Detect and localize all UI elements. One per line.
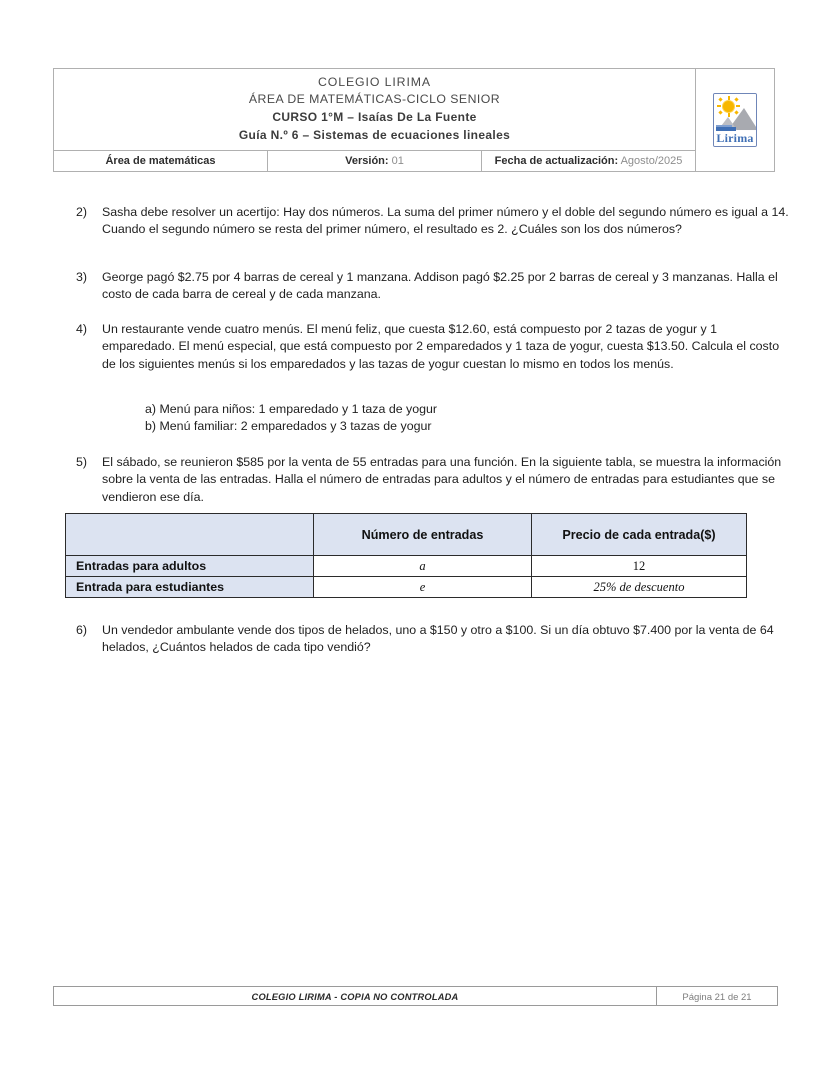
table-cell-count-students — [314, 577, 532, 598]
table-header-count: Número de entradas — [314, 514, 532, 556]
question-4-sublist — [145, 401, 437, 436]
header-school-name: COLEGIO LIRIMA — [317, 74, 432, 89]
question-number: 6) — [76, 623, 88, 637]
table-cell-price-adults — [532, 556, 747, 577]
footer-page-number: Página 21 de 21 — [682, 992, 752, 1003]
question-item-6 — [76, 622, 791, 657]
lirima-logo-icon — [713, 93, 757, 147]
question-number: 2) — [76, 205, 88, 219]
header-guide-title: Guía N.º 6 – Sistemas de ecuaciones lineales — [238, 127, 511, 142]
table-row — [66, 556, 747, 577]
table-header-price: Precio de cada entrada($) — [532, 514, 747, 556]
sublist-item-b: b) Menú familiar: 2 emparedados y 3 tazas de yogur — [145, 419, 432, 434]
header-version-value: 01 — [391, 155, 404, 167]
question-number: 4) — [76, 322, 88, 336]
header-area-label: Área de matemáticas — [105, 155, 216, 167]
header-date-label: Fecha de actualización: — [494, 155, 619, 167]
value-text: 25% de descuento — [593, 580, 685, 594]
question-text: Un vendedor ambulante vende dos tipos de helados, uno a $150 y otro a $100. Si un día obtuvo $7.400 por la venta de 64 helados, ¿Cuántos helados de cada tipo vendió? — [102, 623, 774, 655]
table-row-label-students: Entrada para estudiantes — [66, 577, 314, 598]
header-date-value: Agosto/2025 — [620, 155, 683, 167]
question-text: Un restaurante vende cuatro menús. El menú feliz, que cuesta $12.60, está compuesto por 2 tazas de yogur y 1 emparedado. El menú especial, que está compuesto por 2 emparedados y 1 taza de yogur, cuesta $13.50. Calcula el costo de los siguientes menús si los emparedados y las tazas de yogur cuestan lo mismo en todos los menús. — [102, 322, 780, 371]
header-area-cell — [54, 151, 268, 172]
footer-main-cell — [54, 987, 657, 1006]
question-number: 3) — [76, 270, 88, 284]
value-text: a — [419, 559, 426, 573]
header-course: CURSO 1°M – Isaías De La Fuente — [272, 110, 477, 124]
question-item-2 — [76, 204, 791, 239]
question-text: El sábado, se reunieron $585 por la venta de 55 entradas para una función. En la siguiente tabla, se muestra la información sobre la venta de las entradas. Halla el número de entradas para adultos y el número de entradas para estudiantes que se vendieron ese día. — [102, 455, 782, 504]
header-version-label: Versión: — [345, 155, 389, 167]
question-item-4 — [76, 321, 791, 373]
value-text: 12 — [632, 559, 646, 573]
question-number: 5) — [76, 455, 88, 469]
sun-ray-icon — [717, 105, 721, 107]
logo-wordmark: Lirima — [714, 131, 756, 146]
question-text: Sasha debe resolver un acertijo: Hay dos números. La suma del primer número y el doble del segundo número es igual a 14. Cuando el segundo número se resta del primer número, el resultado es 2. ¿Cuáles son los dos números? — [102, 205, 789, 237]
footer-copy-notice: COLEGIO LIRIMA - COPIA NO CONTROLADA — [251, 992, 459, 1002]
table-header-row — [66, 514, 747, 556]
document-footer — [53, 986, 778, 1006]
table-row-label-adults: Entradas para adultos — [66, 556, 314, 577]
question-text: George pagó $2.75 por 4 barras de cereal y 1 manzana. Addison pagó $2.25 por 2 barras de cereal y 3 manzanas. Halla el costo de cada barra de cereal y de cada manzana. — [102, 270, 778, 302]
header-title-block — [54, 69, 696, 151]
document-header — [53, 68, 775, 172]
sun-ray-icon — [736, 105, 740, 107]
question-item-3 — [76, 269, 791, 304]
value-text: e — [419, 580, 426, 594]
table-row — [66, 577, 747, 598]
header-department: ÁREA DE MATEMÁTICAS-CICLO SENIOR — [248, 92, 501, 107]
sun-ray-icon — [728, 96, 730, 100]
footer-page-cell — [657, 987, 778, 1006]
question-item-5 — [76, 454, 791, 506]
table-cell-count-adults — [314, 556, 532, 577]
sublist-item-a: a) Menú para niños: 1 emparedado y 1 taza de yogur — [145, 402, 438, 416]
header-logo-cell — [696, 69, 775, 172]
table-cell-price-students — [532, 577, 747, 598]
ticket-sales-table — [65, 513, 747, 598]
header-version-cell — [268, 151, 482, 172]
header-date-cell — [482, 151, 696, 172]
table-header-blank — [66, 514, 314, 556]
